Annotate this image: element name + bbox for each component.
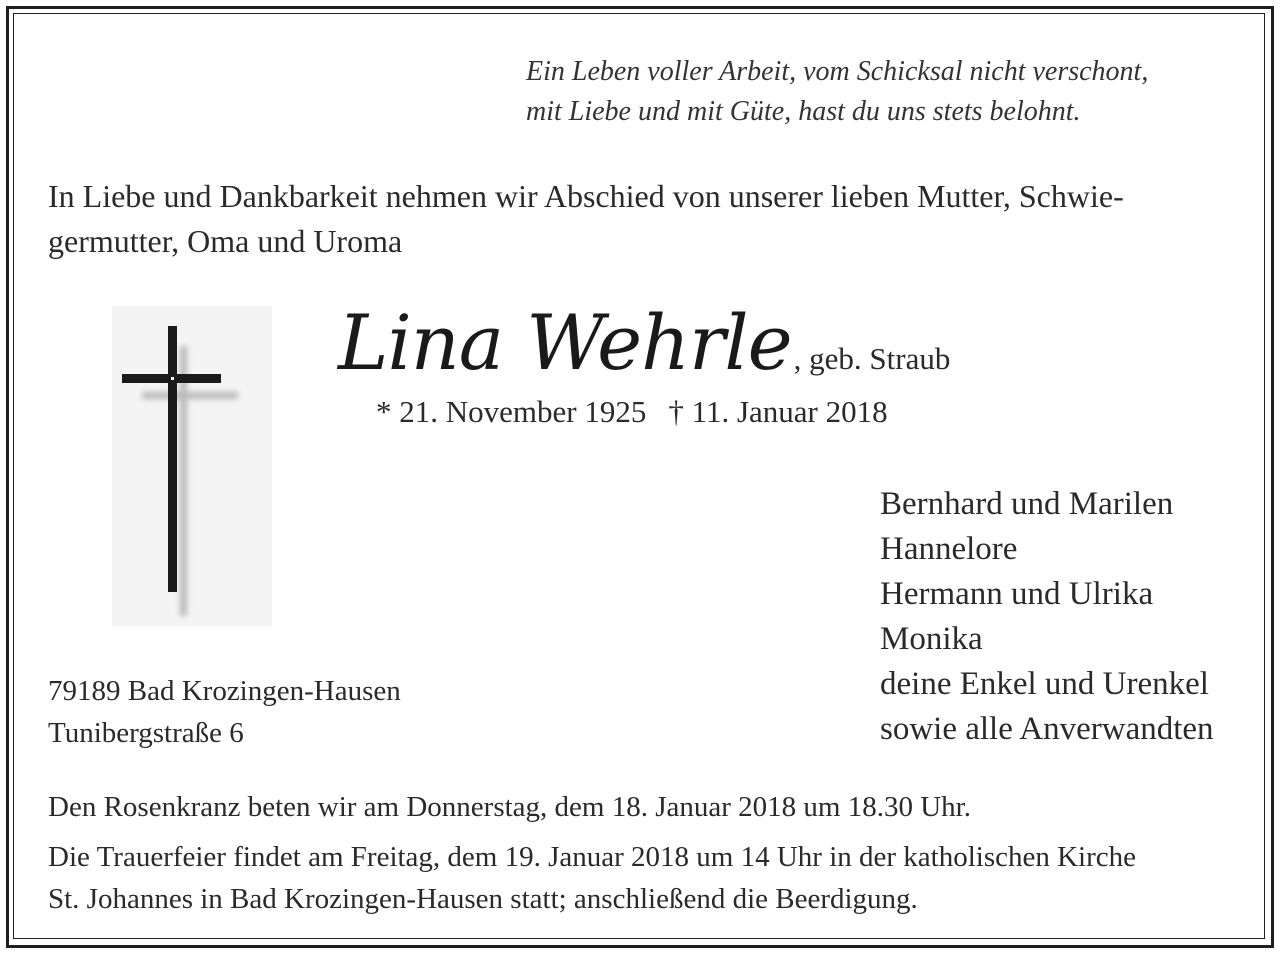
deceased-name-line (338, 298, 950, 394)
life-dates (376, 392, 888, 432)
rosary-line: Den Rosenkranz beten wir am Donnerstag, dem 18. Januar 2018 um 18.30 Uhr. (48, 791, 971, 823)
mourner-entry: Bernhard und Marilen (880, 486, 1174, 522)
address-block (48, 670, 401, 754)
mourner-entry: Hannelore (880, 531, 1018, 567)
mourner-entry: Monika (880, 621, 983, 657)
motto-line: Ein Leben voller Arbeit, vom Schicksal nicht verschont, (526, 56, 1149, 87)
motto-line: mit Liebe und mit Güte, hast du uns stets belohnt. (526, 96, 1081, 127)
address-street: Tunibergstraße 6 (48, 717, 244, 749)
mourner-entry: sowie alle Anverwandten (880, 711, 1214, 747)
motto-verse (526, 52, 1148, 132)
intro-line: germutter, Oma und Uroma (48, 223, 403, 259)
mourner-entry: deine Enkel und Urenkel (880, 666, 1209, 702)
death-date: † 11. Januar 2018 (668, 394, 888, 429)
rosary-notice (48, 786, 971, 828)
cross-icon (112, 306, 272, 626)
intro-text (48, 174, 1124, 264)
address-city: 79189 Bad Krozingen-Hausen (48, 675, 401, 707)
funeral-notice (48, 836, 1136, 920)
mourner-entry: Hermann und Ulrika (880, 576, 1154, 612)
birth-date: * 21. November 1925 (376, 394, 647, 429)
maiden-name: , geb. Straub (793, 341, 951, 376)
deceased-name: Lina Wehrle (338, 298, 792, 387)
funeral-line: Die Trauerfeier findet am Freitag, dem 19. Januar 2018 um 14 Uhr in der katholischen Kirche (48, 841, 1137, 873)
funeral-line: St. Johannes in Bad Krozingen-Hausen statt; anschließend die Beerdigung. (48, 883, 918, 915)
intro-line: In Liebe und Dankbarkeit nehmen wir Abschied von unserer lieben Mutter, Schwie- (48, 178, 1124, 214)
mourners-list (880, 482, 1214, 752)
